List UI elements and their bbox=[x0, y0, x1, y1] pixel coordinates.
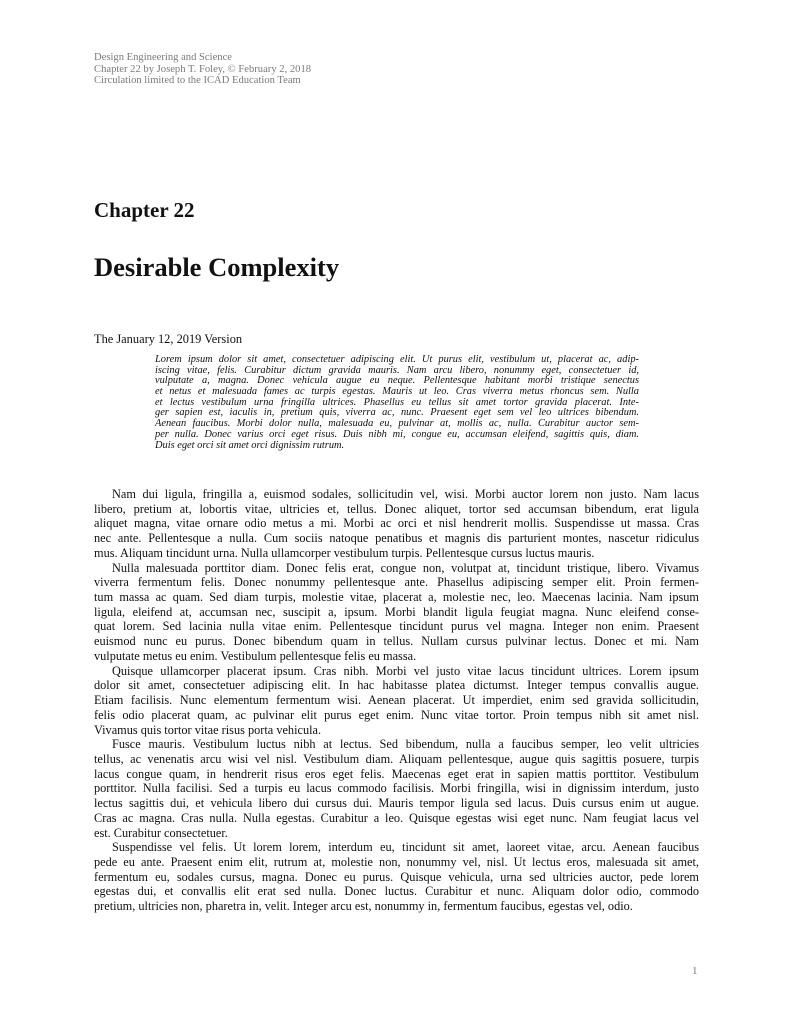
paragraph-line: felis odio placerat quam, ac pulvinar elit purus eget enim. Nunc vitae tortor. Proin tempus nibh sit amet nisl. bbox=[94, 707, 699, 722]
paragraph-line: pretium, ultricies non, pharetra in, velit. Integer arcu est, nonummy in, fermentum faucibus, egestas vel, odio. bbox=[94, 899, 633, 914]
abstract-line: et lectus vestibulum urna fringilla ultrices. Phasellus eu tellus sit amet tortor gravida placerat. Inte- bbox=[155, 396, 639, 408]
paragraph-line: egestas dui, et convallis elit erat sed nulla. Donec luctus. Curabitur et nunc. Aliquam dolor odio, commodo bbox=[94, 884, 699, 899]
paragraph-line: dolor sit amet, consectetuer adipiscing elit. In hac habitasse platea dictumst. Integer tempus convallis augue. bbox=[94, 678, 699, 693]
paragraph-line: Fusce mauris. Vestibulum luctus nibh at lectus. Sed bibendum, nulla a faucibus semper, leo velit ultricies bbox=[112, 737, 699, 752]
paragraph-line: libero, pretium at, lobortis vitae, ultricies et, tellus. Donec aliquet, tortor sed accumsan bibendum, erat ligula bbox=[94, 501, 699, 516]
paragraph-line: Nam dui ligula, fringilla a, euismod sodales, sollicitudin vel, wisi. Morbi auctor lorem non justo. Nam lacus bbox=[112, 487, 699, 501]
abstract bbox=[155, 355, 639, 451]
paragraph-line: Cras ac magna. Cras nulla. Nulla egestas. Curabitur a leo. Quisque egestas wisi eget nunc. Nam feugiat lacus vel bbox=[94, 810, 699, 825]
paragraph-line: nec ante. Pellentesque a nulla. Cum sociis natoque penatibus et magnis dis parturient montes, nascetur ridiculus bbox=[94, 531, 699, 546]
paragraph-1 bbox=[94, 487, 699, 561]
chapter-number: Chapter 22 bbox=[94, 198, 195, 222]
paragraph-line: Quisque ullamcorper placerat ipsum. Cras nibh. Morbi vel justo vitae lacus tincidunt ultrices. Lorem ipsum bbox=[112, 663, 699, 678]
paragraph-4 bbox=[94, 737, 699, 840]
version-line: The January 12, 2019 Version bbox=[94, 332, 243, 346]
abstract-line: per nulla. Donec varius orci eget risus. Duis nibh mi, congue eu, accumsan eleifend, sagittis quis, diam. bbox=[155, 428, 639, 440]
abstract-line: et netus et malesuada fames ac turpis egestas. Mauris ut leo. Cras viverra metus rhoncus sem. Nulla bbox=[155, 386, 639, 398]
paragraph-line: tum massa ac quam. Sed diam turpis, molestie vitae, placerat a, molestie nec, leo. Maecenas lacinia. Nam ipsum bbox=[94, 590, 699, 605]
body-text bbox=[94, 487, 699, 914]
paragraph-line: vulputate metus eu enim. Vestibulum pellentesque felis eu massa. bbox=[94, 648, 417, 663]
paragraph-line: viverra fermentum felis. Donec nonummy pellentesque ante. Phasellus adipiscing semper elit. Proin fermen- bbox=[94, 575, 699, 590]
abstract-line: ger sapien est, iaculis in, pretium quis, viverra ac, nunc. Praesent eget sem vel leo ultrices bibendum. bbox=[155, 407, 639, 419]
header-line-chapter-author: Chapter 22 by Joseph T. Foley, © February 2, 2018 bbox=[94, 63, 312, 75]
paragraph-line: pede eu ante. Praesent enim elit, rutrum at, molestie non, nonummy vel, nisl. Ut lectus eros, malesuada sit amet, bbox=[94, 854, 699, 869]
chapter-title: Desirable Complexity bbox=[94, 252, 340, 282]
paragraph-line: aliquet magna, vitae ornare odio metus a mi. Morbi ac orci et nisl hendrerit mollis. Suspendisse ut massa. Cras bbox=[94, 516, 699, 531]
paragraph-line: est. Curabitur consectetuer. bbox=[94, 825, 228, 840]
running-header bbox=[94, 52, 311, 87]
abstract-line: Aenean faucibus. Morbi dolor nulla, malesuada eu, pulvinar at, mollis ac, nulla. Curabitur auctor sem- bbox=[155, 418, 639, 430]
paragraph-line: lacus congue quam, in hendrerit risus eros eget felis. Maecenas eget erat in sapien mattis porttitor. Vestibulum bbox=[94, 766, 699, 781]
paragraph-line: lectus sagittis dui, et vehicula libero dui cursus dui. Mauris tempor ligula sed lacus. Duis cursus enim ut augue. bbox=[94, 796, 699, 811]
header-line-book-title: Design Engineering and Science bbox=[94, 52, 232, 63]
paragraph-line: mus. Aliquam tincidunt urna. Nulla ullamcorper vestibulum turpis. Pellentesque cursus luctus mauris. bbox=[94, 545, 595, 560]
header-line-circulation: Circulation limited to the ICAD Education Team bbox=[94, 75, 301, 87]
paragraph-2 bbox=[94, 561, 699, 664]
paragraph-line: Vivamus quis tortor vitae risus porta vehicula. bbox=[94, 722, 322, 737]
paragraph-line: Suspendisse vel felis. Ut lorem lorem, interdum eu, tincidunt sit amet, laoreet vitae, arcu. Aenean faucibus bbox=[112, 840, 699, 855]
paragraph-line: Nulla malesuada porttitor diam. Donec felis erat, congue non, volutpat at, tincidunt tristique, libero. Vivamus bbox=[112, 560, 699, 575]
abstract-line: Duis eget orci sit amet orci dignissim rutrum. bbox=[155, 439, 345, 451]
paragraph-line: Etiam facilisis. Nunc elementum fermentum wisi. Aenean placerat. Ut imperdiet, enim sed gravida sollicitudin, bbox=[94, 693, 699, 708]
paragraph-line: euismod nunc eu purus. Donec bibendum quam in tellus. Nullam cursus pulvinar lectus. Donec et mi. Nam bbox=[94, 634, 699, 649]
paragraph-3 bbox=[94, 664, 699, 738]
paragraph-line: ligula, eleifend at, accumsan nec, suscipit a, ipsum. Morbi blandit ligula feugiat magna. Nunc eleifend conse- bbox=[94, 604, 699, 619]
abstract-line: vulputate a, magna. Donec vehicula augue eu neque. Pellentesque habitant morbi tristique senectus bbox=[155, 375, 639, 387]
paragraph-line: fermentum eu, sodales cursus, magna. Donec eu purus. Quisque vehicula, urna sed ultricies auctor, pede lorem bbox=[94, 869, 699, 884]
paragraph-line: quat lorem. Sed lacinia nulla vitae enim. Pellentesque tincidunt purus vel magna. Integer non enim. Praesent bbox=[94, 619, 699, 634]
paragraph-5 bbox=[94, 840, 699, 914]
paragraph-line: porttitor. Nulla facilisi. Sed a turpis eu lacus commodo facilisis. Morbi fringilla, wisi in dignissim interdum, justo bbox=[94, 781, 699, 796]
abstract-line: iscing vitae, felis. Curabitur dictum gravida mauris. Nam arcu libero, nonummy eget, consectetuer id, bbox=[155, 364, 639, 376]
abstract-line: Lorem ipsum dolor sit amet, consectetuer adipiscing elit. Ut purus elit, vestibulum ut, placerat ac, adip- bbox=[155, 354, 639, 365]
page-number: 1 bbox=[692, 965, 698, 977]
paragraph-line: tellus, ac venenatis arcu wisi vel nisl. Vestibulum diam. Aliquam pellentesque, augue quis sagittis posuere, turpis bbox=[94, 751, 699, 766]
